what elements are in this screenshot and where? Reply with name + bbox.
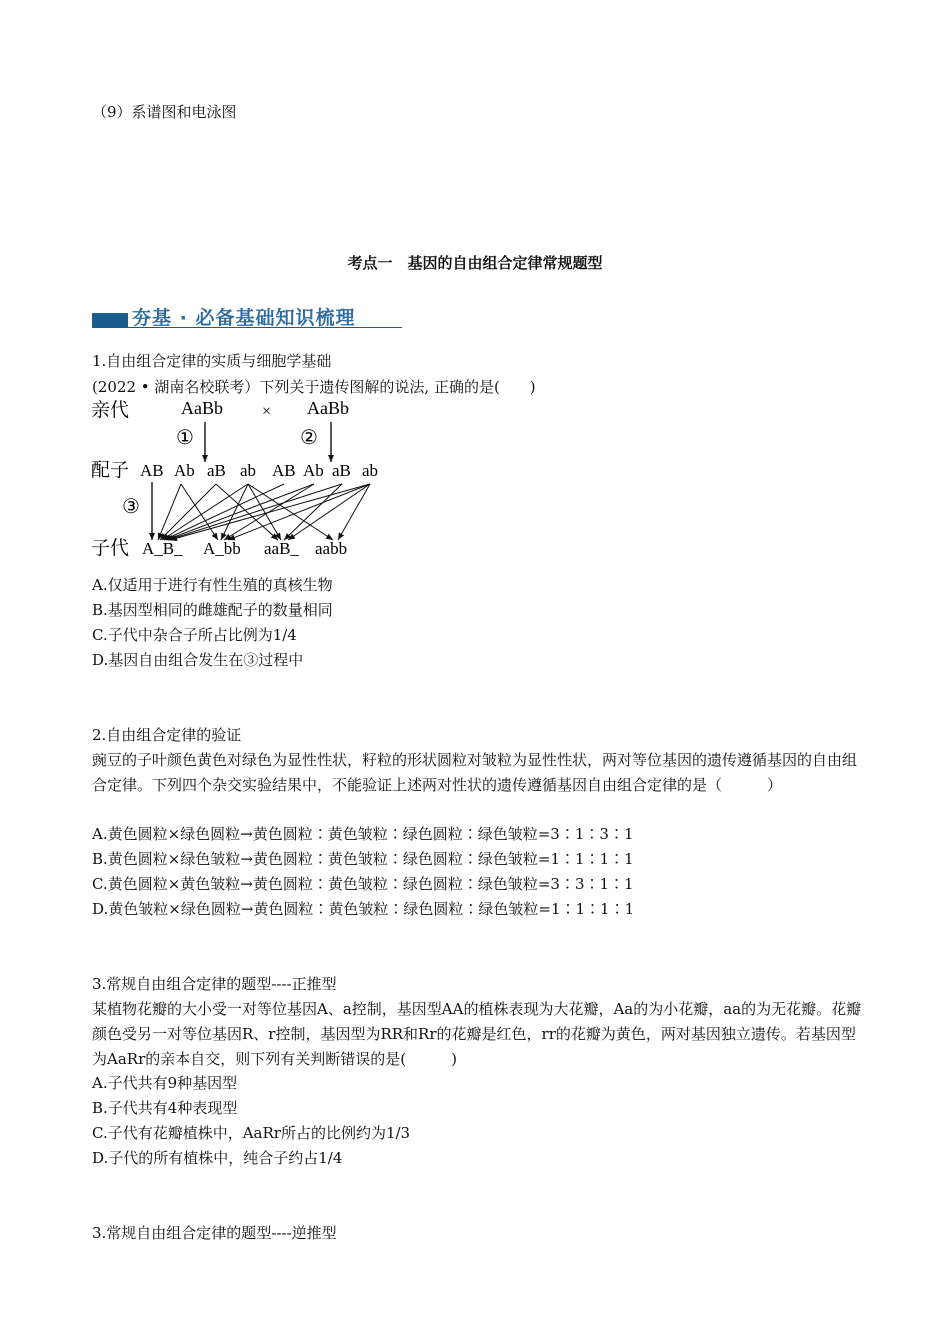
q2-option-c: C.黄色圆粒×黄色皱粒→黄色圆粒∶黄色皱粒∶绿色圆粒∶绿色皱粒=3∶3∶1∶1 — [92, 875, 634, 893]
banner-bar — [92, 313, 128, 327]
q1-option-b: B.基因型相同的雌雄配子的数量相同 — [92, 601, 333, 619]
gamete-7: aB — [332, 461, 351, 480]
row-label-parents: 亲代 — [91, 400, 130, 421]
offspring-4: aabb — [315, 539, 348, 558]
q2-option-b: B.黄色圆粒×绿色皱粒→黄色圆粒∶黄色皱粒∶绿色圆粒∶绿色皱粒=1∶1∶1∶1 — [92, 850, 634, 868]
fertilization-arrow — [248, 484, 281, 540]
section-heading: 考点一 基因的自由组合定律常规题型 — [347, 254, 603, 272]
fertilization-arrow — [158, 484, 181, 540]
q3-option-c: C.子代有花瓣植株中，AaRr所占的比例约为1/3 — [92, 1124, 411, 1142]
fertilization-arrow — [164, 484, 284, 540]
q3-option-d: D.子代的所有植株中，纯合子约占1/4 — [92, 1149, 343, 1167]
offspring-1: A_B_ — [142, 539, 183, 558]
gamete-6: Ab — [303, 461, 324, 480]
parent-left: AaBb — [181, 398, 223, 418]
section-9-label: （9）系谱图和电泳图 — [92, 103, 237, 121]
offspring-2: A_bb — [203, 539, 241, 558]
q2-option-d: D.黄色皱粒×绿色圆粒→黄色圆粒∶黄色皱粒∶绿色圆粒∶绿色皱粒=1∶1∶1∶1 — [92, 900, 635, 918]
fertilization-arrow — [228, 484, 370, 540]
step-2-marker: ② — [300, 427, 318, 449]
cross-symbol: × — [262, 403, 272, 420]
gamete-1: AB — [140, 461, 164, 480]
fertilization-arrows — [152, 482, 370, 540]
genetic-cross-diagram — [88, 392, 398, 562]
q3-option-a: A.子代共有9种基因型 — [92, 1074, 238, 1092]
q4-title: 3.常规自由组合定律的题型----逆推型 — [92, 1224, 337, 1242]
row-label-offspring: 子代 — [91, 538, 130, 559]
gamete-5: AB — [272, 461, 296, 480]
gamete-row — [140, 461, 378, 480]
q2-option-a: A.黄色圆粒×绿色圆粒→黄色圆粒∶黄色皱粒∶绿色圆粒∶绿色皱粒=3∶1∶3∶1 — [92, 825, 634, 843]
q1-title: 1.自由组合定律的实质与细胞学基础 — [92, 352, 332, 370]
fertilization-arrow — [338, 484, 370, 540]
offspring-3: aaB_ — [264, 539, 299, 558]
q2-title: 2.自由组合定律的验证 — [92, 726, 242, 744]
fertilization-arrow — [162, 484, 248, 540]
fertilization-arrow — [168, 484, 342, 540]
q2-stem: 豌豆的子叶颜色黄色对绿色为显性性状，籽粒的形状圆粒对皱粒为显性性状，两对等位基因的遗传遵循基因的自由组合定律。下列四个杂交实验结果中，不能验证上述两对性状的遗传遵循基因自由组合定律的是（ ） — [92, 751, 858, 794]
step-1-marker: ① — [176, 427, 194, 449]
gamete-8: ab — [362, 461, 379, 480]
step-3-marker: ③ — [122, 496, 140, 518]
gamete-3: aB — [207, 461, 226, 480]
q3-title: 3.常规自由组合定律的题型----正推型 — [92, 975, 337, 993]
q1-option-c: C.子代中杂合子所占比例为1/4 — [92, 626, 297, 644]
banner-title: 夯基 · 必备基础知识梳理 — [132, 307, 356, 329]
q1-option-a: A.仅适用于进行有性生殖的真核生物 — [92, 576, 333, 594]
q3-option-b: B.子代共有4种表现型 — [92, 1099, 238, 1117]
q1-option-d: D.基因自由组合发生在③过程中 — [92, 651, 304, 669]
q3-stem: 某植物花瓣的大小受一对等位基因A、a控制，基因型AA的植株表现为大花瓣，Aa的为小花瓣，aa的为无花瓣。花瓣颜色受另一对等位基因R、r控制，基因型为RR和Rr的花瓣是红色，rr的花瓣为黄色，两对基因独立遗传。若基因型为AaRr的亲本自交，则下列有关判断错误的是( ) — [92, 1000, 862, 1068]
gamete-4: ab — [240, 461, 257, 480]
q1-stem: (2022 • 湖南名校联考）下列关于遗传图解的说法, 正确的是( ) — [92, 378, 536, 396]
parent-right: AaBb — [307, 398, 349, 418]
gamete-2: Ab — [174, 461, 195, 480]
offspring-row — [142, 539, 347, 558]
row-label-gametes: 配子 — [91, 460, 130, 481]
